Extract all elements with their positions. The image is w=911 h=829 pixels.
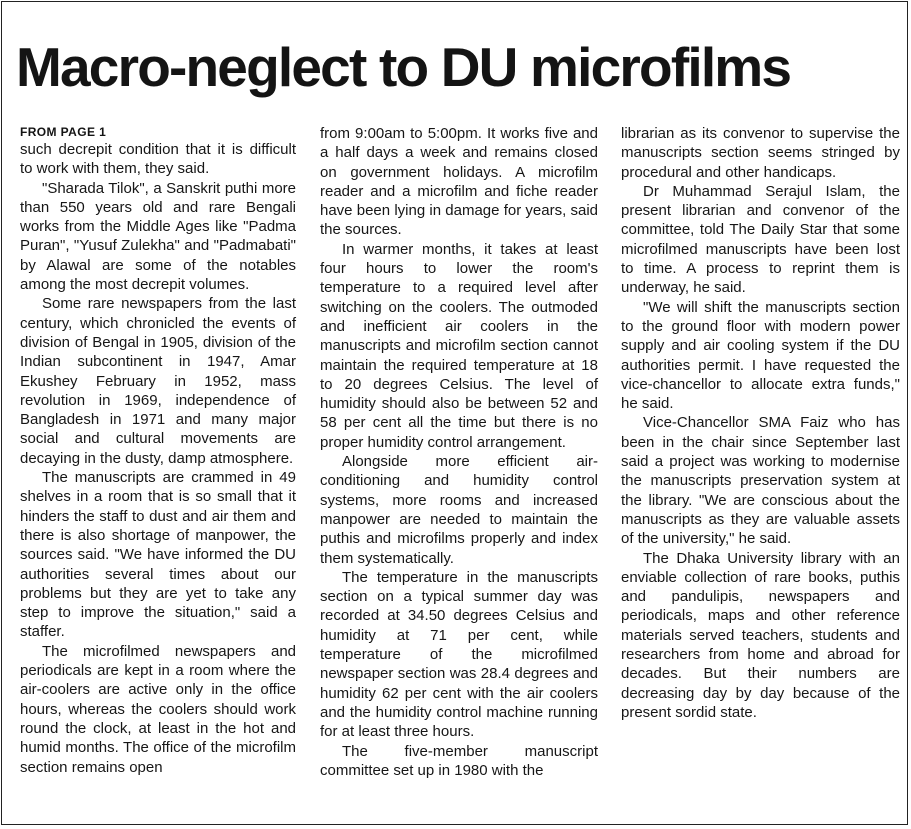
paragraph: librarian as its convenor to supervise the manuscripts section seems stringed by procedural and other handicaps.: [621, 125, 900, 181]
paragraph: Some rare newspapers from the last century, which chronicled the events of division of Bengal in 1905, division of the Indian subcontinent in 1947, Amar Ekushey February in 1952, mass revolution in 1969, independence of Bangladesh in 1971 and many major social and cultural movements are decaying in the dusty, damp atmosphere.: [20, 295, 296, 467]
paragraph: "We will shift the manuscripts section to the ground floor with modern power supply and air cooling system if the DU authorities permit. I have requested the vice-chancellor to allocate extra funds," he said.: [621, 298, 900, 413]
paragraph: The manuscripts are crammed in 49 shelves in a room that is so small that it hinders the staff to dust and air them and there is also shortage of manpower, the sources said. "We have informed the DU authorities several times about our problems but they are yet to take any step to improve the situation," said a staffer.: [20, 469, 296, 641]
kicker-from-page-1: FROM PAGE 1: [20, 125, 107, 139]
paragraph: "Sharada Tilok", a Sanskrit puthi more than 550 years old and rare Bengali works from the Middle Ages like "Padma Puran", "Yusuf Zulekha" and "Padmabati" by Alawal are some of the notables among the most decrepit volumes.: [20, 179, 296, 294]
newspaper-clipping: [1, 1, 908, 825]
paragraph: Alongside more efficient air-conditioning and humidity control systems, more rooms and increased manpower are needed to maintain the puthis and microfilms properly and index them systematically.: [320, 453, 598, 567]
article-column-1: [20, 124, 296, 777]
paragraph: The microfilmed newspapers and periodicals are kept in a room where the air-coolers are active only in the office hours, whereas the coolers should work round the clock, at least in the hot and humid months. The office of the microfilm section remains open: [20, 642, 296, 776]
headline: Macro-neglect to DU microfilms: [16, 36, 791, 98]
paragraph: Dr Muhammad Serajul Islam, the present librarian and convenor of the committee, told The Daily Star that some microfilmed manuscripts have been lost to time. A process to reprint them is underway, he said.: [621, 182, 900, 297]
paragraph: In warmer months, it takes at least four hours to lower the room's temperature to a required level after switching on the coolers. The outmoded and inefficient air coolers in the manuscripts and microfilm section cannot maintain the required temperature at 18 to 20 degrees Celsius. The level of humidity should also be between 52 and 58 per cent all the time but there is no proper humidity control arrangement.: [320, 240, 598, 451]
paragraph: The Dhaka University library with an enviable collection of rare books, puthis and pandulipis, newspapers and periodicals, maps and other reference materials served teachers, students and researchers from home and abroad for decades. But their numbers are decreasing day by day because of the present sordid state.: [621, 549, 900, 721]
paragraph: from 9:00am to 5:00pm. It works five and a half days a week and remains closed on government holidays. A microfilm reader and a microfilm and fiche reader have been lying in damage for years, said the sources.: [320, 125, 598, 239]
paragraph: The five-member manuscript committee set up in 1980 with the: [320, 742, 598, 779]
paragraph: such decrepit condition that it is difficult to work with them, they said.: [20, 141, 296, 178]
article-column-3: [621, 124, 900, 722]
paragraph: The temperature in the manuscripts section on a typical summer day was recorded at 34.50 degrees Celsius and humidity at 71 per cent, while temperature of the microfilmed newspaper section was 28.4 degrees and humidity 62 per cent with the air coolers and the humidity control machine running for at least three hours.: [320, 568, 598, 741]
paragraph: Vice-Chancellor SMA Faiz who has been in the chair since September last said a project was working to modernise the manuscripts preservation system at the library. "We are conscious about the manuscripts as they are valuable assets of the university," he said.: [621, 414, 900, 548]
article-column-2: [320, 124, 598, 780]
